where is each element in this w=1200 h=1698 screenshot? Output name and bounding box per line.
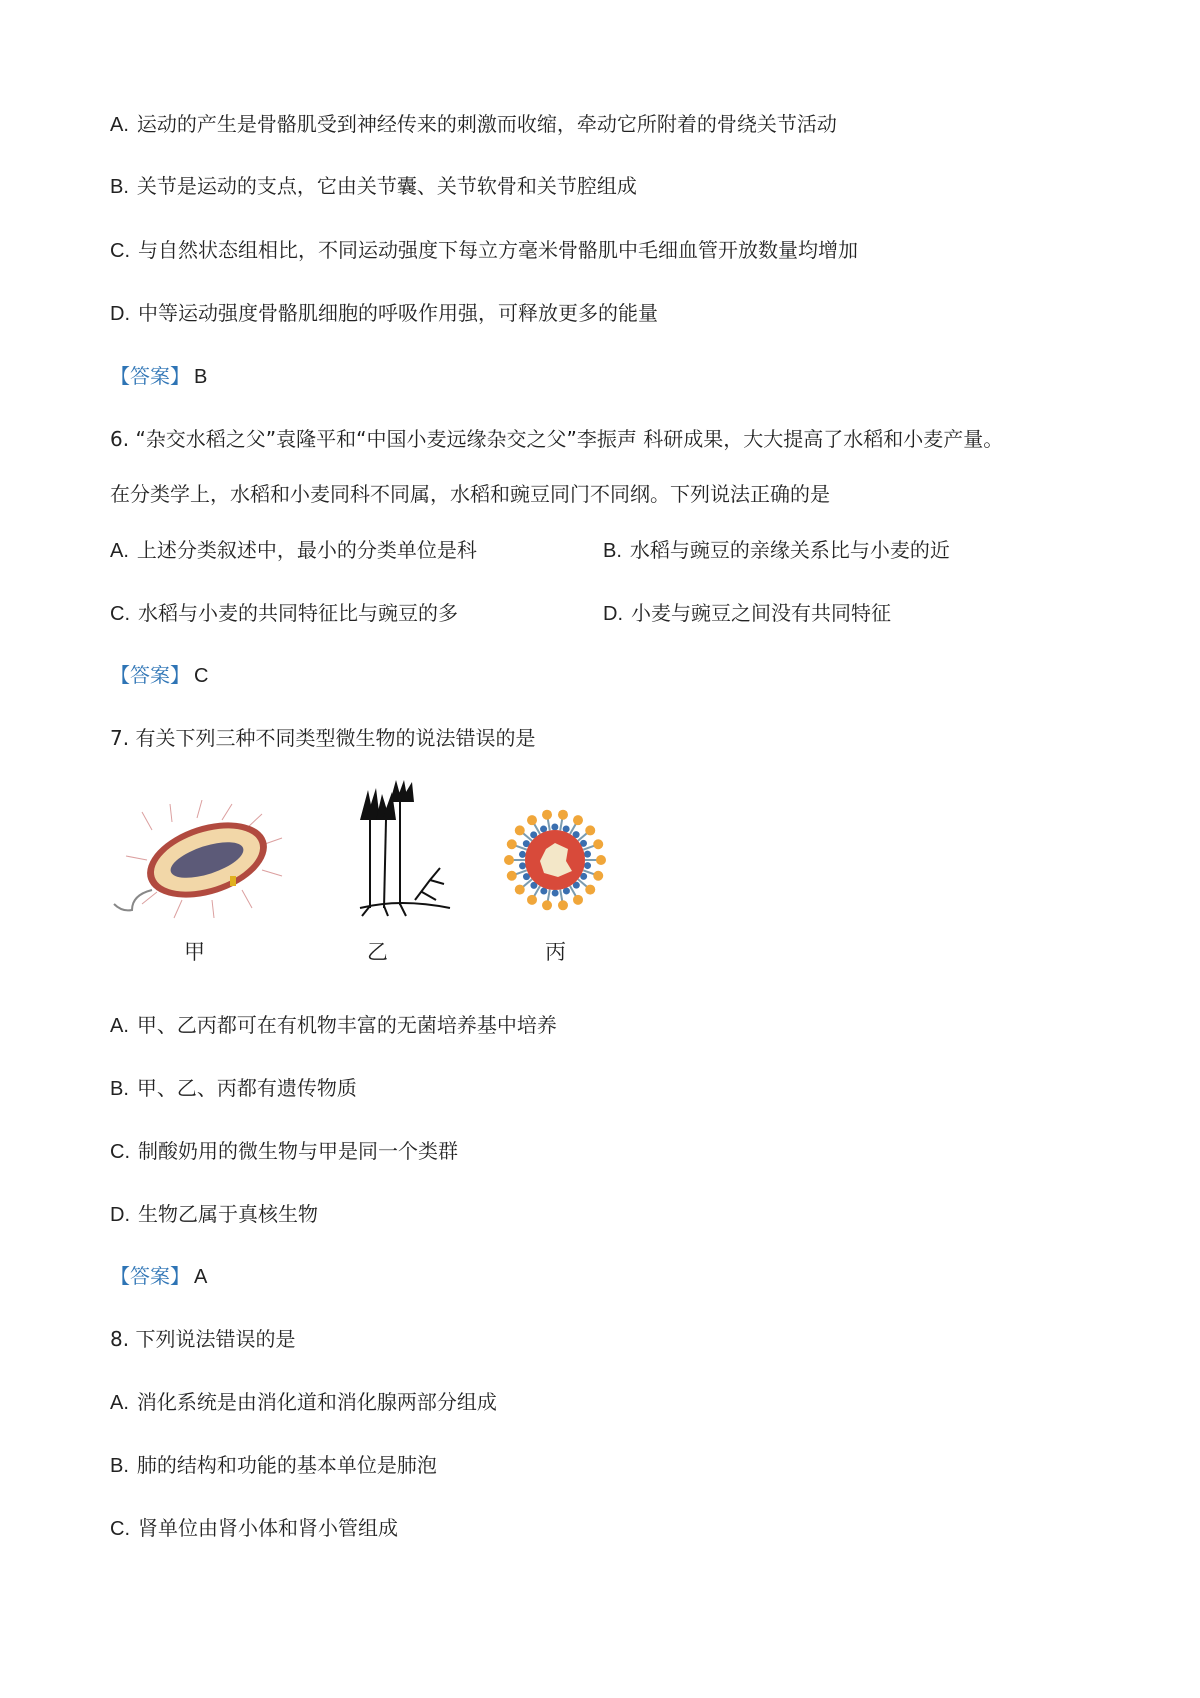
option-letter: B.	[110, 176, 129, 198]
q6-stem-line2: 在分类学上，水稻和小麦同科不同属，水稻和豌豆同门不同纲。下列说法正确的是	[110, 482, 830, 506]
virus-surface-dot	[584, 851, 591, 858]
virus-surface-dot	[552, 889, 559, 896]
q5-answer	[110, 362, 207, 391]
option-text: 运动的产生是骨骼肌受到神经传来的刺激而收缩，牵动它所附着的骨绕关节活动	[136, 112, 837, 136]
virus-surface-dot	[519, 862, 526, 869]
figure-label-yi: 乙	[367, 940, 388, 964]
q5-option-c	[110, 236, 858, 265]
q6-option-c	[110, 599, 458, 628]
option-text: 肺的结构和功能的基本单位是肺泡	[136, 1453, 437, 1477]
option-letter: B.	[603, 540, 622, 562]
virus-surface-dot	[551, 824, 558, 831]
q6-stem-line1: 6. “杂交水稻之父”袁隆平和“中国小麦远缘杂交之父”李振声 科研成果，大大提高了水稻和小麦产量。	[110, 427, 1004, 451]
virus-illustration	[500, 805, 610, 915]
option-letter: C.	[110, 603, 130, 625]
virus-spike-head	[596, 855, 606, 865]
option-text: 甲、乙、丙都有遗传物质	[136, 1076, 357, 1100]
virus-spike-head	[558, 810, 568, 820]
q8-option-a	[110, 1388, 497, 1417]
q5-option-a	[110, 110, 837, 139]
option-letter: C.	[110, 1141, 130, 1163]
option-letter: C.	[110, 1518, 130, 1540]
q8-option-c	[110, 1514, 398, 1543]
option-text: 消化系统是由消化道和消化腺两部分组成	[136, 1390, 497, 1414]
q6-option-d	[603, 599, 891, 628]
option-letter: B.	[110, 1455, 129, 1477]
virus-spike-head	[542, 810, 552, 820]
answer-label: 【答案】	[110, 663, 190, 687]
q6-answer	[110, 661, 208, 690]
q7-option-a	[110, 1011, 557, 1040]
answer-value: B	[194, 366, 208, 388]
virus-spike-head	[558, 900, 568, 910]
bacterium-illustration	[112, 800, 287, 920]
virus-spike-head	[507, 871, 517, 881]
q6-option-b	[603, 536, 950, 565]
q6-option-a	[110, 536, 477, 565]
virus-spike-head	[507, 839, 517, 849]
option-text: 水稻与豌豆的亲缘关系比与小麦的近	[629, 538, 950, 562]
option-text: 制酸奶用的微生物与甲是同一个类群	[138, 1139, 458, 1163]
q7-answer	[110, 1262, 207, 1291]
option-letter: D.	[110, 1204, 130, 1226]
option-letter: A.	[110, 1015, 129, 1037]
q7-option-c	[110, 1137, 458, 1166]
option-text: 生物乙属于真核生物	[138, 1202, 318, 1226]
option-text: 与自然状态组相比，不同运动强度下每立方毫米骨骼肌中毛细血管开放数量均增加	[138, 238, 858, 262]
virus-spike-head	[504, 855, 514, 865]
option-letter: A.	[110, 540, 129, 562]
option-text: 关节是运动的支点，它由关节囊、关节软骨和关节腔组成	[136, 174, 637, 198]
q5-option-b	[110, 172, 637, 201]
virus-spike-head	[573, 815, 583, 825]
virus-spike-head	[593, 871, 603, 881]
q7-option-b	[110, 1074, 357, 1103]
virus-spike-head	[542, 900, 552, 910]
option-text: 中等运动强度骨骼肌细胞的呼吸作用强，可释放更多的能量	[138, 301, 658, 325]
virus-spike-head	[515, 885, 525, 895]
q7-option-d	[110, 1200, 318, 1229]
option-letter: B.	[110, 1078, 129, 1100]
virus-spike-head	[585, 885, 595, 895]
virus-spike-head	[515, 825, 525, 835]
q8-stem: 8. 下列说法错误的是	[110, 1327, 296, 1351]
option-letter: C.	[110, 240, 130, 262]
mold-illustration	[340, 780, 460, 920]
option-letter: D.	[603, 603, 623, 625]
answer-value: A	[194, 1266, 208, 1288]
virus-spike-head	[593, 839, 603, 849]
answer-label: 【答案】	[110, 364, 190, 388]
option-text: 小麦与豌豆之间没有共同特征	[631, 601, 891, 625]
option-text: 水稻与小麦的共同特征比与豌豆的多	[138, 601, 458, 625]
option-text: 上述分类叙述中，最小的分类单位是科	[136, 538, 477, 562]
option-letter: A.	[110, 114, 129, 136]
option-text: 肾单位由肾小体和肾小管组成	[138, 1516, 398, 1540]
answer-value: C	[194, 665, 209, 687]
answer-label: 【答案】	[110, 1264, 190, 1288]
virus-spike-head	[585, 825, 595, 835]
q5-option-d	[110, 299, 658, 328]
option-letter: A.	[110, 1392, 129, 1414]
virus-spike-head	[573, 895, 583, 905]
option-text: 甲、乙丙都可在有机物丰富的无菌培养基中培养	[136, 1013, 557, 1037]
figure-label-jia: 甲	[184, 940, 205, 964]
figure-label-bing: 丙	[545, 940, 566, 964]
virus-spike-head	[527, 895, 537, 905]
option-letter: D.	[110, 303, 130, 325]
q8-option-b	[110, 1451, 437, 1480]
virus-surface-dot	[584, 862, 591, 869]
q7-stem: 7. 有关下列三种不同类型微生物的说法错误的是	[110, 726, 536, 750]
virus-surface-dot	[519, 851, 526, 858]
virus-spike-head	[527, 815, 537, 825]
